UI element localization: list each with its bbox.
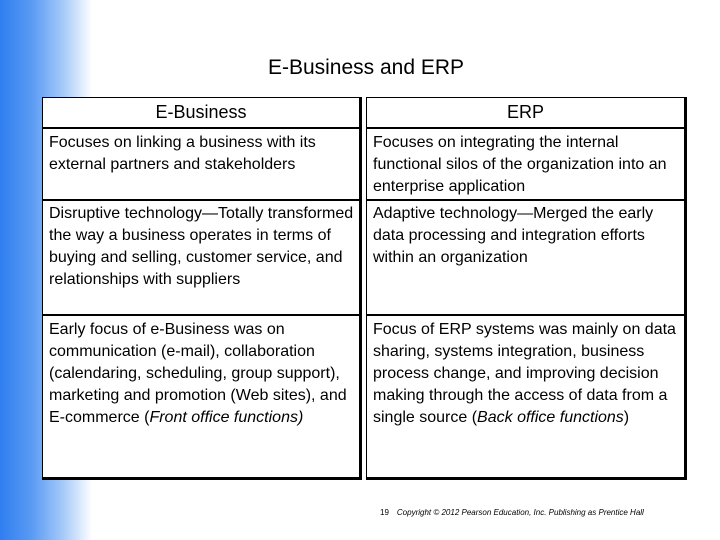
row-divider bbox=[367, 314, 684, 316]
slide-title: E-Business and ERP bbox=[267, 56, 465, 79]
erp-row-3-text: Focus of ERP systems was mainly on data sharing, systems integration, business process change, and improving decision making through the access of data from a single source ( bbox=[373, 321, 676, 426]
e-business-column-header: E-Business bbox=[43, 98, 359, 129]
row-divider bbox=[43, 199, 359, 201]
e-business-column bbox=[42, 97, 362, 480]
e-business-row-2: Disruptive technology—Totally transformed the way a business operates in terms of buying and selling, customer service, and relationships with suppliers bbox=[49, 205, 354, 288]
erp-row-3-italic: Back office functions bbox=[477, 409, 624, 426]
copyright-notice: Copyright © 2012 Pearson Education, Inc. Publishing as Prentice Hall bbox=[396, 508, 644, 517]
erp-row-1: Focuses on integrating the internal functional silos of the organization into an enterprise application bbox=[373, 134, 667, 195]
e-business-row-1: Focuses on linking a business with its external partners and stakeholders bbox=[49, 134, 316, 173]
erp-column-header: ERP bbox=[367, 98, 684, 129]
e-business-row-3-text: Early focus of e-Business was on communication (e-mail), collaboration (calendaring, scheduling, group support), marketing and promotion (Web sites), and E-commerce ( bbox=[49, 321, 347, 426]
erp-row-3 bbox=[373, 319, 680, 429]
page-number: 19 bbox=[380, 508, 389, 517]
slide-footer bbox=[380, 508, 644, 517]
e-business-row-3 bbox=[49, 319, 355, 429]
erp-column bbox=[366, 97, 687, 480]
row-divider bbox=[367, 199, 684, 201]
e-business-row-3-italic: Front office functions) bbox=[149, 409, 304, 426]
row-divider bbox=[43, 314, 359, 316]
erp-row-2: Adaptive technology—Merged the early data processing and integration efforts within an organization bbox=[373, 205, 654, 266]
erp-row-3-end: ) bbox=[623, 409, 630, 426]
